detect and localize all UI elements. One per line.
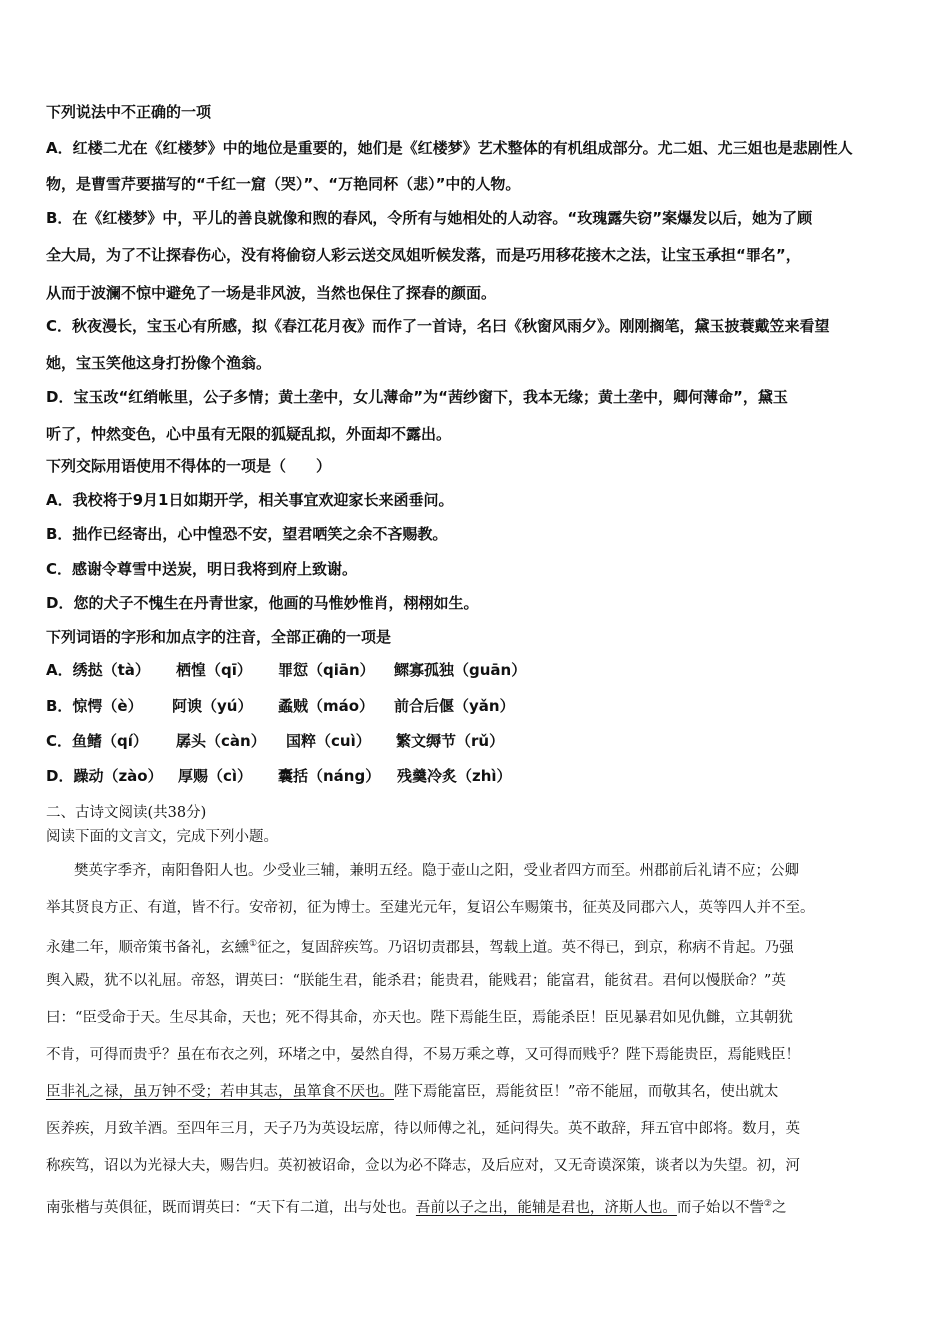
passage-line-10 [46,1194,787,1218]
q1-stem: 下列说法中不正确的一项 [46,103,212,121]
q1-option-c-line1: C．秋夜漫长，宝玉心有所感，拟《春江花月夜》而作了一首诗，名曰《秋窗风雨夕》。刚刚搁笔，黛玉披蓑戴笠来看望 [46,317,830,335]
q3-a-word2: 栖惶（qī） [176,661,252,679]
q3-b-word3: 蟊贼（máo） [278,697,375,715]
q3-d-word4: 残羹冷炙（zhì） [397,767,512,785]
q3-b-word4: 前合后偃（yǎn） [394,697,515,715]
q3-d-word2: 厚赐（cì） [178,767,253,785]
passage-line-9: 称疾笃，诏以为光禄大夫，赐告归。英初被诏命，佥以为必不降志，及后应对，又无奇谟深策，谈者以为失望。初，河 [46,1158,800,1174]
passage-line-2: 举其贤良方正、有道，皆不行。安帝初，征为博士。至建光元年，复诏公车赐策书，征英及同郡六人，英等四人并不至。 [46,900,815,916]
q3-c-word1: C．鱼鳍（qí） [46,732,148,750]
passage-line-4: 舆入殿，犹不以礼屈。帝怒，谓英曰：“朕能生君，能杀君；能贵君，能贱君；能富君，能贫君。君何以慢朕命？”英 [46,973,786,989]
passage-line-7-rest: 陛下焉能富臣，焉能贫臣！”帝不能屈，而敬其名，使出就太 [394,1084,779,1100]
underlined-sentence-2: 吾前以子之出，能辅是君也，济斯人也。 [415,1199,677,1216]
q1-option-b-line3: 从而于波澜不惊中避免了一场是非风波，当然也保住了探春的颜面。 [46,284,497,302]
q2-option-a: A．我校将于9月1日如期开学，相关事宜欢迎家长来函垂问。 [46,491,454,509]
q1-option-c-line2: 她，宝玉笑他这身打扮像个渔翁。 [46,354,272,372]
passage-line-10-part3: 之 [772,1199,787,1216]
footnote-mark-2: ② [763,1199,772,1209]
passage-line-5: 曰：“臣受命于天。生尽其命，天也；死不得其命，亦天也。陛下焉能生臣，焉能杀臣！臣见暴君如见仇雠，立其朝犹 [46,1010,793,1026]
footnote-mark-1: ① [249,939,258,949]
q3-stem: 下列词语的字形和加点字的注音，全部正确的一项是 [46,628,392,646]
q3-d-word3: 囊括（náng） [278,767,381,785]
section-instruction: 阅读下面的文言文，完成下列小题。 [46,829,278,845]
q3-c-word2: 孱头（càn） [176,732,266,750]
q1-option-a-line2: 物，是曹雪芹要描写的“千红一窟（哭）”、“万艳同杯（悲）”中的人物。 [46,175,521,193]
q1-option-b-line1: B．在《红楼梦》中，平儿的善良就像和煦的春风，令所有与她相处的人动容。“玫瑰露失窃”案爆发以后，她为了顾 [46,209,813,227]
q3-c-word4: 繁文缛节（rǔ） [396,732,505,750]
q3-c-word3: 国粹（cuì） [286,732,371,750]
passage-line-3 [46,934,794,958]
q2-option-c: C．感谢令尊雪中送炭，明日我将到府上致谢。 [46,560,358,578]
q3-a-word1: A．绣挞（tà） [46,661,150,679]
passage-line-6: 不肯，可得而贵乎？虽在布衣之列，环堵之中，晏然自得，不易万乘之尊，又可得而贱乎？陛下焉能贵臣，焉能贱臣！ [46,1047,800,1063]
q2-option-d: D．您的犬子不愧生在丹青世家，他画的马惟妙惟肖，栩栩如生。 [46,594,479,612]
q1-option-d-line2: 听了，忡然变色，心中虽有无限的狐疑乱拟，外面却不露出。 [46,425,452,443]
q2-stem: 下列交际用语使用不得体的一项是（ ） [46,457,332,475]
q3-d-word1: D．躁动（zào） [46,767,163,785]
q3-a-word3: 罪愆（qiān） [278,661,375,679]
passage-line-7 [46,1082,778,1102]
q2-option-b: B．拙作已经寄出，心中惶恐不安，望君哂笑之余不吝赐教。 [46,525,448,543]
q3-b-word1: B．惊愕（è） [46,697,143,715]
q1-option-d-line1: D．宝玉改“红绡帐里，公子多情；黄土垄中，女儿薄命”为“茜纱窗下，我本无缘；黄土垄中，卿何薄命”，黛玉 [46,388,788,406]
section-heading: 二、古诗文阅读(共38分) [46,805,207,821]
passage-line-10-part2: 而子始以不訾 [676,1199,764,1216]
underlined-sentence-1: 臣非礼之禄，虽万钟不受；若申其志，虽箪食不厌也。 [46,1084,394,1100]
q1-option-a-line1: A．红楼二尤在《红楼梦》中的地位是重要的，她们是《红楼梦》艺术整体的有机组成部分。尤二姐、尤三姐也是悲剧性人 [46,139,853,157]
q3-a-word4: 鳏寡孤独（guān） [394,661,527,679]
q1-option-b-line2: 全大局，为了不让探春伤心，没有将偷窃人彩云送交凤姐听候发落，而是巧用移花接木之法，让宝玉承担“罪名”， [46,246,801,264]
passage-line-8: 医养疾，月致羊酒。至四年三月，天子乃为英设坛席，待以师傅之礼，延问得失。英不敢辞，拜五官中郎将。数月，英 [46,1121,800,1137]
passage-line-3-part2: 征之，复固辞疾笃。乃诏切责郡县，驾载上道。英不得已，到京，称病不肯起。乃强 [257,939,794,956]
q3-b-word2: 阿谀（yú） [172,697,253,715]
passage-line-1: 樊英字季齐，南阳鲁阳人也。少受业三辅，兼明五经。隐于壶山之阳，受业者四方而至。州郡前后礼请不应；公卿 [74,863,799,879]
passage-line-3-part1: 永建二年，顺帝策书备礼，玄纁 [46,939,249,956]
passage-line-10-part1: 南张楷与英俱征，既而谓英曰：“天下有二道，出与处也。 [46,1199,416,1216]
